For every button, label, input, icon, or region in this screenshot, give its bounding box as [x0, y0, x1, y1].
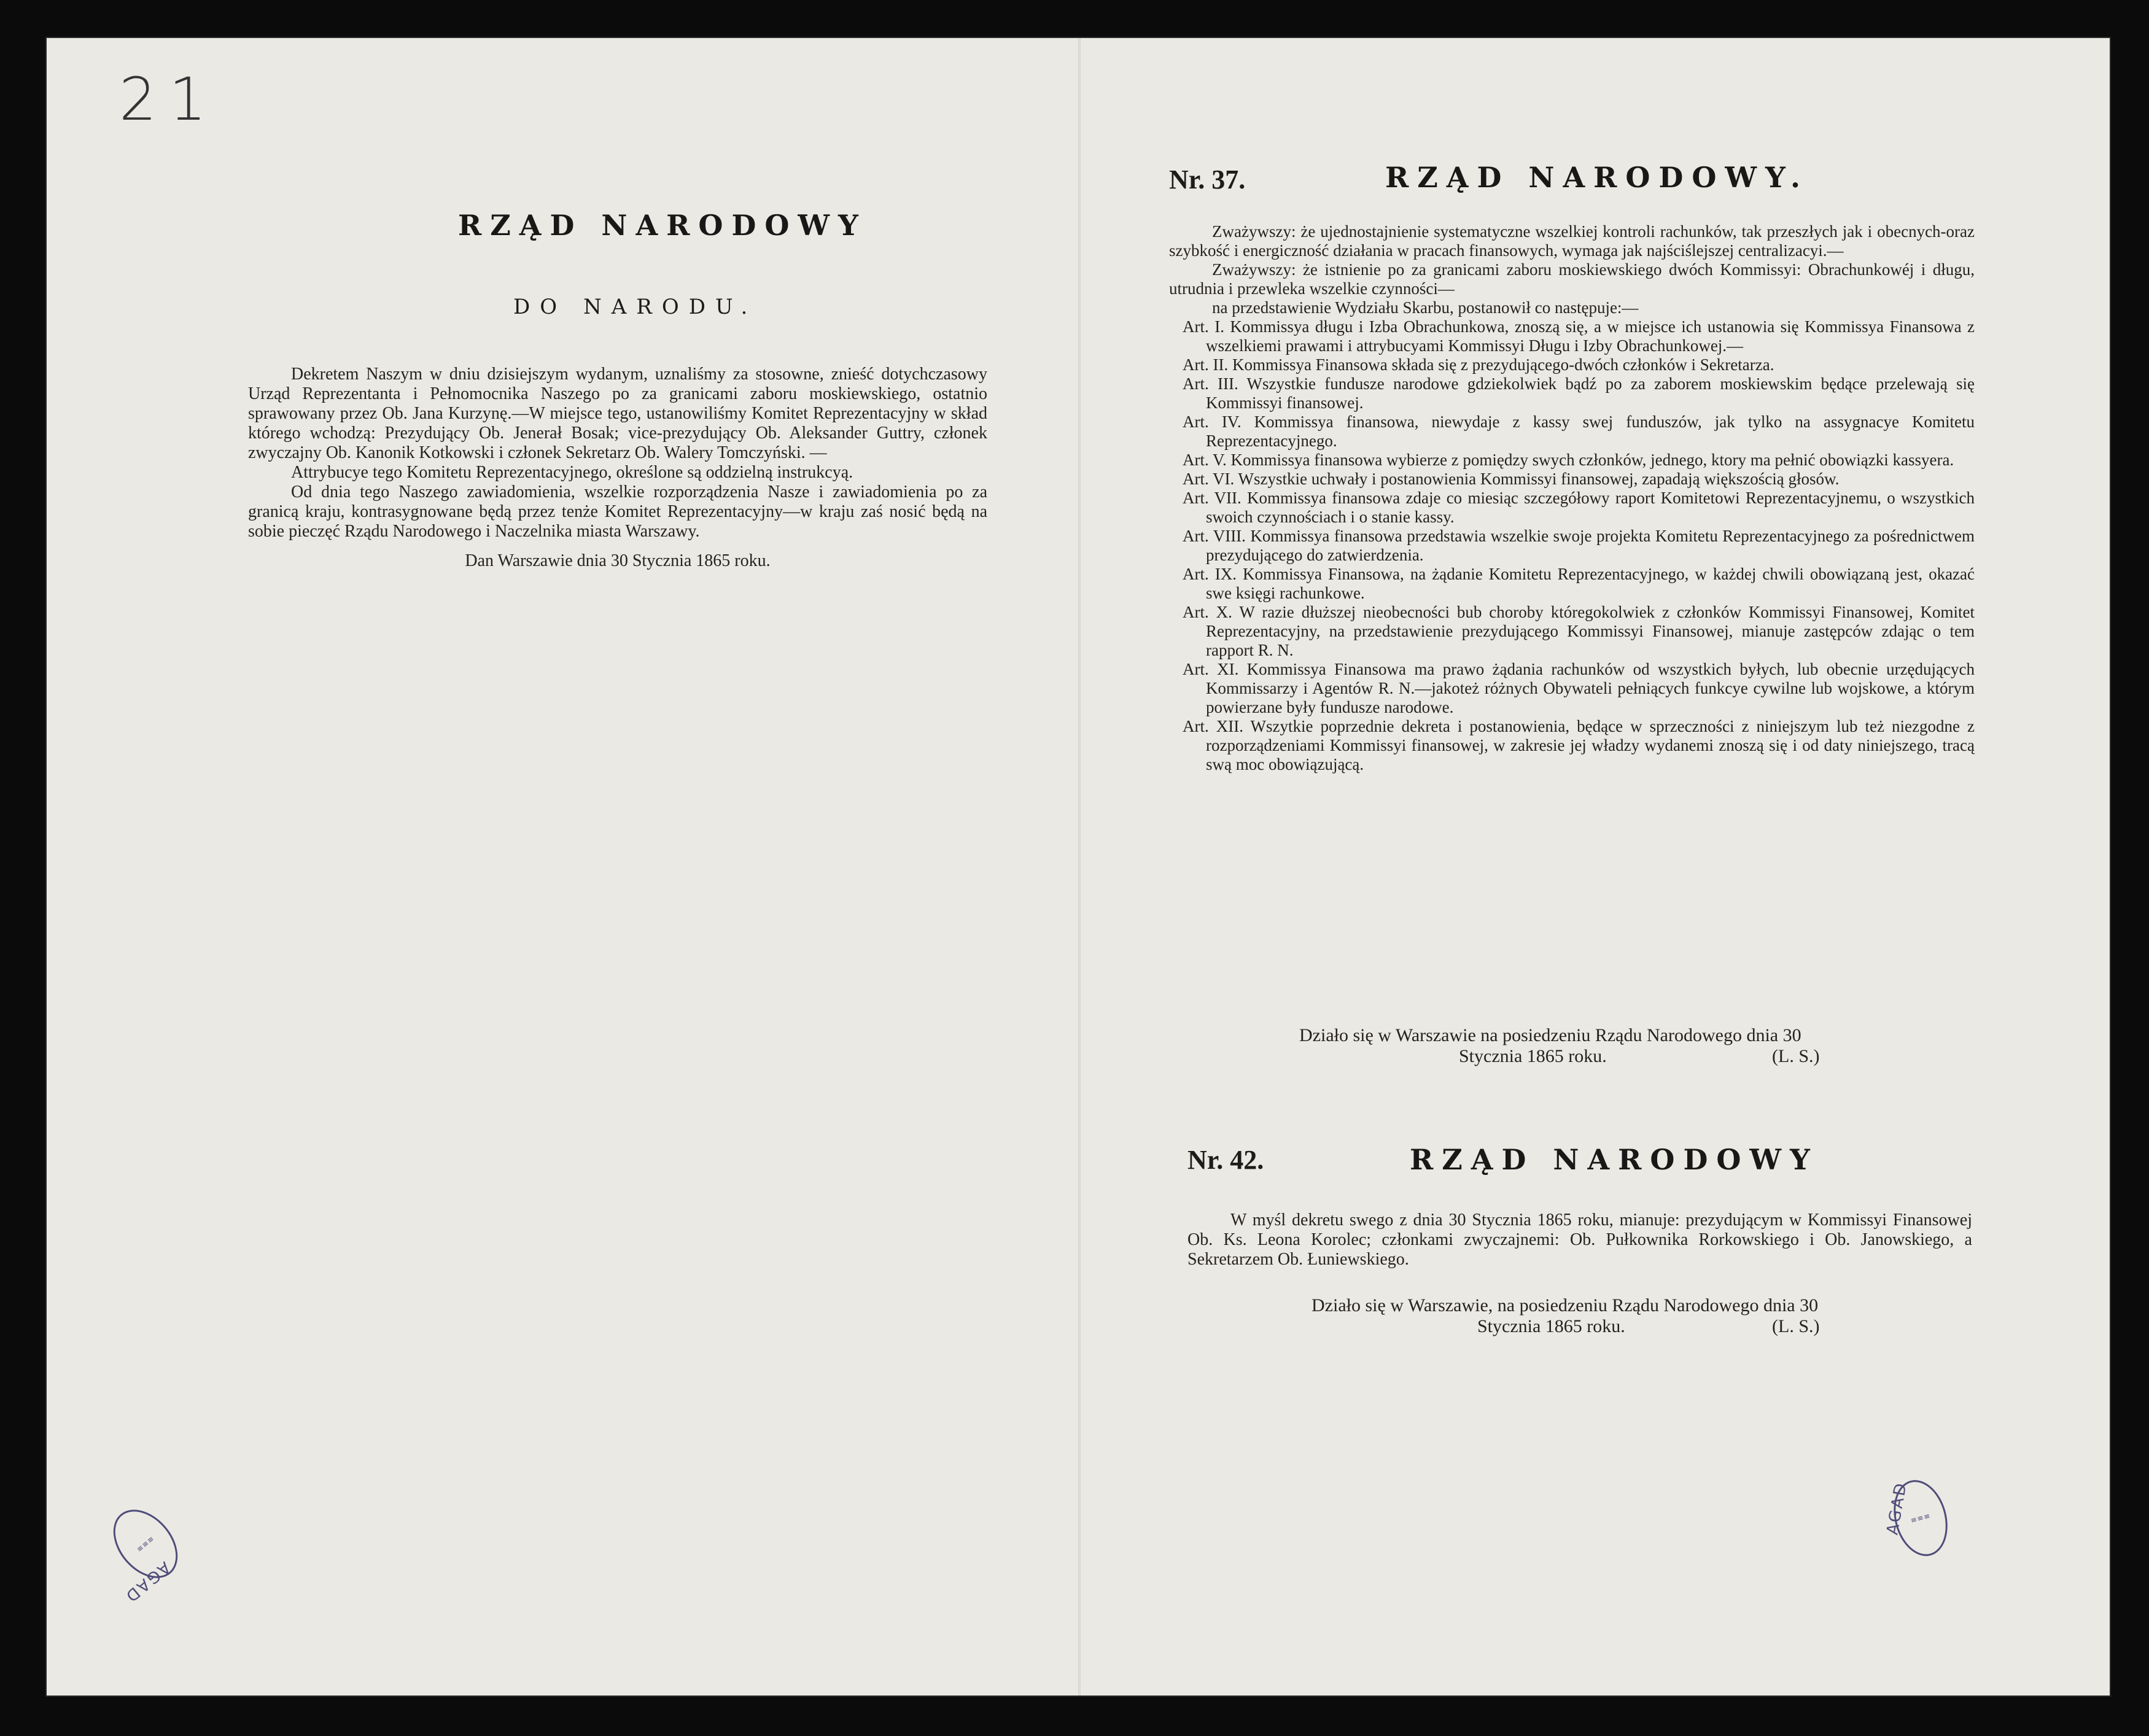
decree-37-article-9: Art. IX. Kommissya Finansowa, na żądanie Komitetu Reprezentacyjnego, w każdej chwili obowiązaną jest, okazać swe księgi rachunkowe.: [1183, 565, 1975, 602]
decree-42-seal: (L. S.): [1772, 1316, 1820, 1336]
decree-37-article-3: Art. III. Wszystkie fundusze narodowe gdziekolwiek bądź po za zaborem moskiewskim będące przelewają się Kommissyi finansowej.: [1183, 374, 1975, 412]
decree-37-article-5: Art. V. Kommissya finansowa wybierze z pomiędzy swych członków, jednego, ktory ma pełnić obowiązki kassyera.: [1183, 451, 1954, 469]
decree-37-body: [1169, 222, 1975, 774]
decree-37-article-2: Art. II. Kommissya Finansowa składa się z prezydującego-dwóch członków i Sekretarza.: [1183, 355, 1774, 374]
decree-37-seal: (L. S.): [1772, 1046, 1820, 1066]
decree-42-heading: RZĄD NARODOWY: [1410, 1143, 1819, 1176]
archive-stamp-right-label: AGAD: [1883, 1480, 1911, 1536]
left-date-line: Dan Warszawie dnia 30 Stycznia 1865 roku.: [465, 551, 771, 570]
decree-37-heading: RZĄD NARODOWY.: [1385, 161, 1809, 194]
page-fold: [1078, 38, 1081, 1695]
left-heading: RZĄD NARODOWY: [458, 209, 867, 242]
left-paragraph-3: Od dnia tego Naszego zawiadomienia, wszelkie rozporządzenia Nasze i zawiadomienia po za granicą kraju, kontrasygnowane będą przez tenże Komitet Reprezentacyjny—w kraju zaś nosić będą na sobie pieczęć Rządu Narodowego i Naczelnika miasta Warszawy.: [248, 482, 987, 541]
stamp-left-lettering: ≡≡≡: [134, 1533, 157, 1554]
left-subheading: DO NARODU.: [513, 295, 758, 319]
document-sheet: [47, 38, 2110, 1695]
decree-37-preamble-3: na przedstawienie Wydziału Skarbu, postanowił co następuje:—: [1212, 298, 1639, 317]
decree-37-number: Nr. 37.: [1169, 165, 1246, 195]
decree-42-closing-line2: Stycznia 1865 roku.: [1477, 1316, 1625, 1336]
left-paragraph-1: Dekretem Naszym w dniu dzisiejszym wydanym, uznaliśmy za stosowne, znieść dotychczasowy Urząd Reprezentanta i Pełnomocnika Naszego po za granicami zaboru moskiewskiego, ostatnio sprawowany przez Ob. Jana Kurzynę.—W miejsce tego, ustanowiliśmy Komitet Reprezentacyjny w skład którego wchodzą: Prezydujący Ob. Jenerał Bosak; vice-prezydujący Ob. Aleksander Guttry, członek zwyczajny Ob. Kanonik Kotkowski i członek Sekretarz Ob. Walery Tomczyński. —: [248, 365, 987, 462]
decree-37-article-4: Art. IV. Kommissya finansowa, niewydaje z kassy swej funduszów, jak tylko na assygnacye Komitetu Reprezentacyjnego.: [1183, 413, 1975, 450]
decree-37-closing-line2: Stycznia 1865 roku.: [1459, 1046, 1607, 1066]
stamp-right-lettering: ≡≡≡: [1910, 1511, 1932, 1525]
decree-42-number: Nr. 42.: [1187, 1145, 1264, 1175]
decree-42-closing-line1: Działo się w Warszawie, na posiedzeniu Rządu Narodowego dnia 30: [1312, 1295, 1819, 1316]
decree-37-article-8: Art. VIII. Kommissya finansowa przedstawia wszelkie swoje projekta Komitetu Reprezentacyjnego za pośrednictwem prezydującego do zatwierdzenia.: [1183, 527, 1975, 564]
decree-37-article-1: Art. I. Kommissya długu i Izba Obrachunkowa, znoszą się, a w miejsce ich ustanowia się Kommissya Finansowa z wszelkiemi prawami i attrybucyami Kommissyi Długu i Izby Obrachunkowej.—: [1183, 317, 1975, 355]
archive-stamp-left-label: AGAD: [120, 1557, 174, 1606]
decree-37-article-10: Art. X. W razie dłuższej nieobecności bub choroby któregokolwiek z członków Kommissyi Finansowej, Komitet Reprezentacyjny, na przedstawienie prezydującego Kommissyi Finansowej, mianuje zastępców zdając o tem rapport R. N.: [1183, 603, 1975, 659]
decree-37-article-12: Art. XII. Wszytkie poprzednie dekreta i postanowienia, będące w sprzeczności z niniejszym lub też niezgodne z rozporządzeniami Kommissyi finansowej, w zakresie jej władzy wydanemi znoszą się i od daty niniejszego, tracą swą moc obowiązującą.: [1183, 717, 1975, 773]
decree-37-preamble-1: Zważywszy: że ujednostajnienie systematyczne wszelkiej kontroli rachunków, tak przeszłych jak i obecnych-oraz szybkość i energiczność działania w pracach finansowych, wymaga jak najściślejszej centralizacyi.—: [1169, 222, 1975, 260]
decree-37-preamble-2: Zważywszy: że istnienie po za granicami zaboru moskiewskiego dwóch Kommissyi: Obrachunkowéj i długu, utrudnia i przewleka wszelkie czynności—: [1169, 260, 1975, 298]
decree-37-article-7: Art. VII. Kommissya finansowa zdaje co miesiąc szczegółowy raport Komitetowi Reprezentacyjnemu, o wszystkich swoich czynnościach i o stanie kassy.: [1183, 489, 1975, 526]
left-body: [248, 365, 987, 571]
page-number: 21: [119, 65, 219, 134]
decree-37-article-11: Art. XI. Kommissya Finansowa ma prawo żądania rachunków od wszystkich byłych, lub obecnie urzędujących Kommissarzy i Agentów R. N.—jakoteż różnych Obywateli pełniących funkcye cywilne lub wojskowe, a którym powierzane były fundusze narodowe.: [1183, 660, 1975, 716]
decree-42-text: W myśl dekretu swego z dnia 30 Stycznia 1865 roku, mianuje: prezydującym w Kommissyi Finansowej Ob. Ks. Leona Korolec; członkami zwyczajnemi: Ob. Pułkownika Rorkowskiego i Ob. Janowskiego, a Sekretarzem Ob. Łuniewskiego.: [1187, 1211, 1972, 1269]
decree-37-closing-line1: Działo się w Warszawie na posiedzeniu Rządu Narodowego dnia 30: [1299, 1025, 1801, 1045]
decree-42-body: [1187, 1211, 1972, 1269]
decree-37-article-6: Art. VI. Wszystkie uchwały i postanowienia Kommissyi finansowej, zapadają większością głosów.: [1183, 470, 1840, 488]
left-paragraph-2: Attrybucye tego Komitetu Reprezentacyjnego, określone są oddzielną instrukcyą.: [291, 463, 853, 482]
